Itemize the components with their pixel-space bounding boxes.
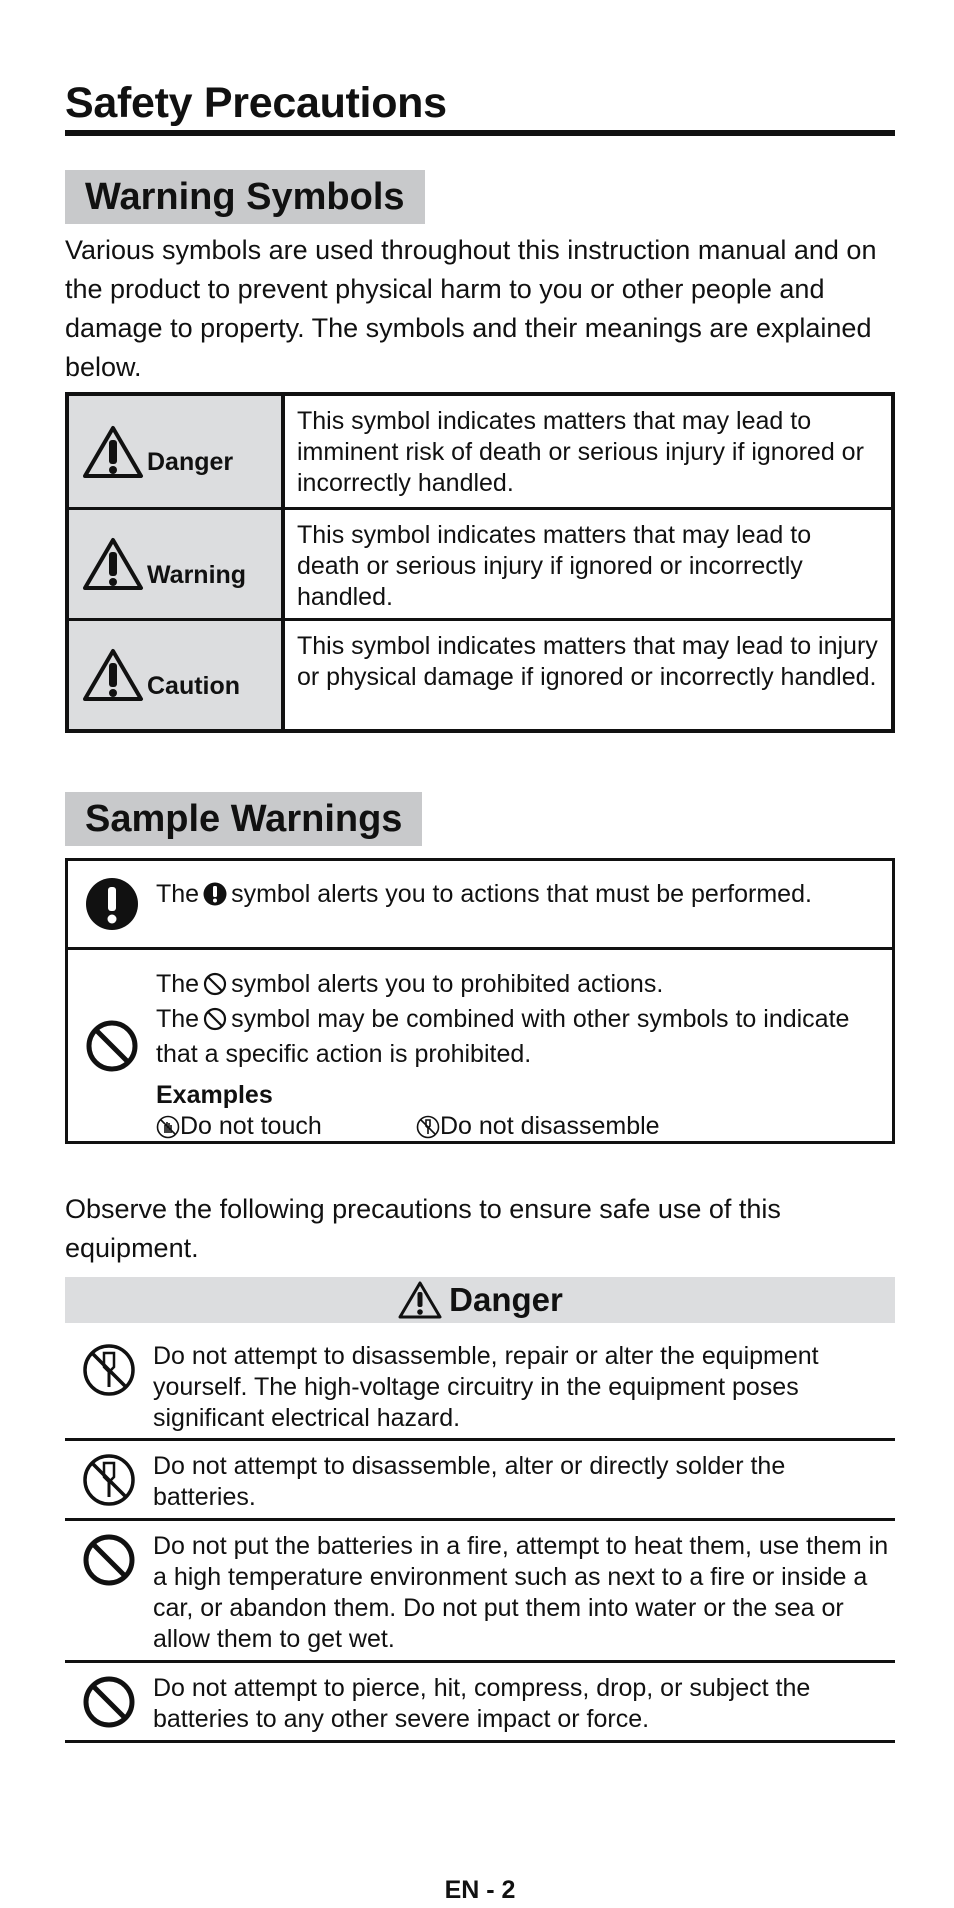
prohibited-icon (203, 972, 227, 996)
warning-triangle-icon (81, 424, 145, 480)
symbol-label: Danger (147, 448, 234, 476)
warning-triangle-icon (81, 536, 145, 592)
observe-text: Observe the following precautions to ensure safe use of this equipment. (65, 1194, 781, 1263)
no-disassemble-icon (416, 1115, 440, 1139)
symbol-description: This symbol indicates matters that may lead to death or serious injury if ignored or incorrectly handled. (297, 521, 812, 611)
danger-item (65, 1331, 895, 1441)
no-disassemble-icon (82, 1343, 136, 1397)
warning-triangle-icon (81, 647, 145, 703)
symbol-description: This symbol indicates matters that may lead to imminent risk of death or serious injury if ignored or incorrectly handled. (297, 407, 864, 497)
danger-heading-bar (65, 1277, 895, 1323)
symbol-row-danger (69, 396, 891, 507)
examples-label: Examples (156, 1081, 273, 1109)
symbol-label: Caution (147, 671, 241, 700)
examples-row (156, 1111, 892, 1142)
warning-symbols-table (65, 392, 895, 733)
sample-warnings-heading: Sample Warnings (65, 792, 422, 846)
example-do-not-disassemble: Do not disassemble (440, 1112, 660, 1140)
prohibited-line1-pre: The (156, 970, 200, 998)
example-do-not-touch: Do not touch (180, 1112, 322, 1140)
mandatory-action-icon (85, 877, 139, 931)
danger-heading: Danger (449, 1281, 563, 1318)
danger-list (65, 1331, 895, 1743)
warning-symbols-intro: Various symbols are used throughout this instruction manual and on the product to prevent physical harm to you or other people and damage to property. The symbols and their meanings are explained below. (65, 235, 877, 382)
prohibited-line1-post: symbol alerts you to prohibited actions. (231, 970, 664, 998)
danger-item (65, 1441, 895, 1521)
no-touch-icon (156, 1115, 180, 1139)
prohibited-line2-pre: The (156, 1005, 200, 1033)
danger-item (65, 1521, 895, 1663)
prohibited-icon (82, 1675, 136, 1729)
mandatory-text-post: symbol alerts you to actions that must be performed. (231, 880, 812, 908)
mandatory-action-icon (203, 882, 227, 906)
danger-item (65, 1663, 895, 1743)
danger-item-text: Do not attempt to disassemble, alter or directly solder the batteries. (153, 1452, 786, 1511)
mandatory-row (68, 861, 892, 947)
page-title: Safety Precautions (65, 78, 895, 136)
danger-item-text: Do not put the batteries in a fire, attempt to heat them, use them in a high temperature environment such as next to a fire or inside a car, or abandon them. Do not put them into water or the sea or allow them to get wet. (153, 1532, 889, 1653)
sample-warnings-box (65, 858, 895, 1144)
prohibited-icon (82, 1533, 136, 1587)
warning-triangle-icon (397, 1280, 443, 1320)
symbol-label: Warning (147, 560, 247, 589)
no-disassemble-icon (82, 1453, 136, 1507)
prohibited-icon (203, 1007, 227, 1031)
prohibited-icon (85, 1019, 139, 1073)
prohibited-line2-post: symbol may be combined with other symbols to indicate that a specific action is prohibited. (156, 1005, 850, 1068)
page-number: EN - 2 (444, 1876, 516, 1904)
symbol-description: This symbol indicates matters that may lead to injury or physical damage if ignored or incorrectly handled. (297, 632, 878, 691)
mandatory-text-pre: The (156, 880, 200, 908)
symbol-row-warning (69, 507, 891, 618)
prohibited-row (68, 947, 892, 1141)
warning-symbols-heading: Warning Symbols (65, 170, 425, 224)
danger-item-text: Do not attempt to disassemble, repair or alter the equipment yourself. The high-voltage circuitry in the equipment poses significant electrical hazard. (153, 1342, 819, 1432)
symbol-row-caution (69, 618, 891, 729)
danger-item-text: Do not attempt to pierce, hit, compress, drop, or subject the batteries to any other severe impact or force. (153, 1674, 811, 1733)
